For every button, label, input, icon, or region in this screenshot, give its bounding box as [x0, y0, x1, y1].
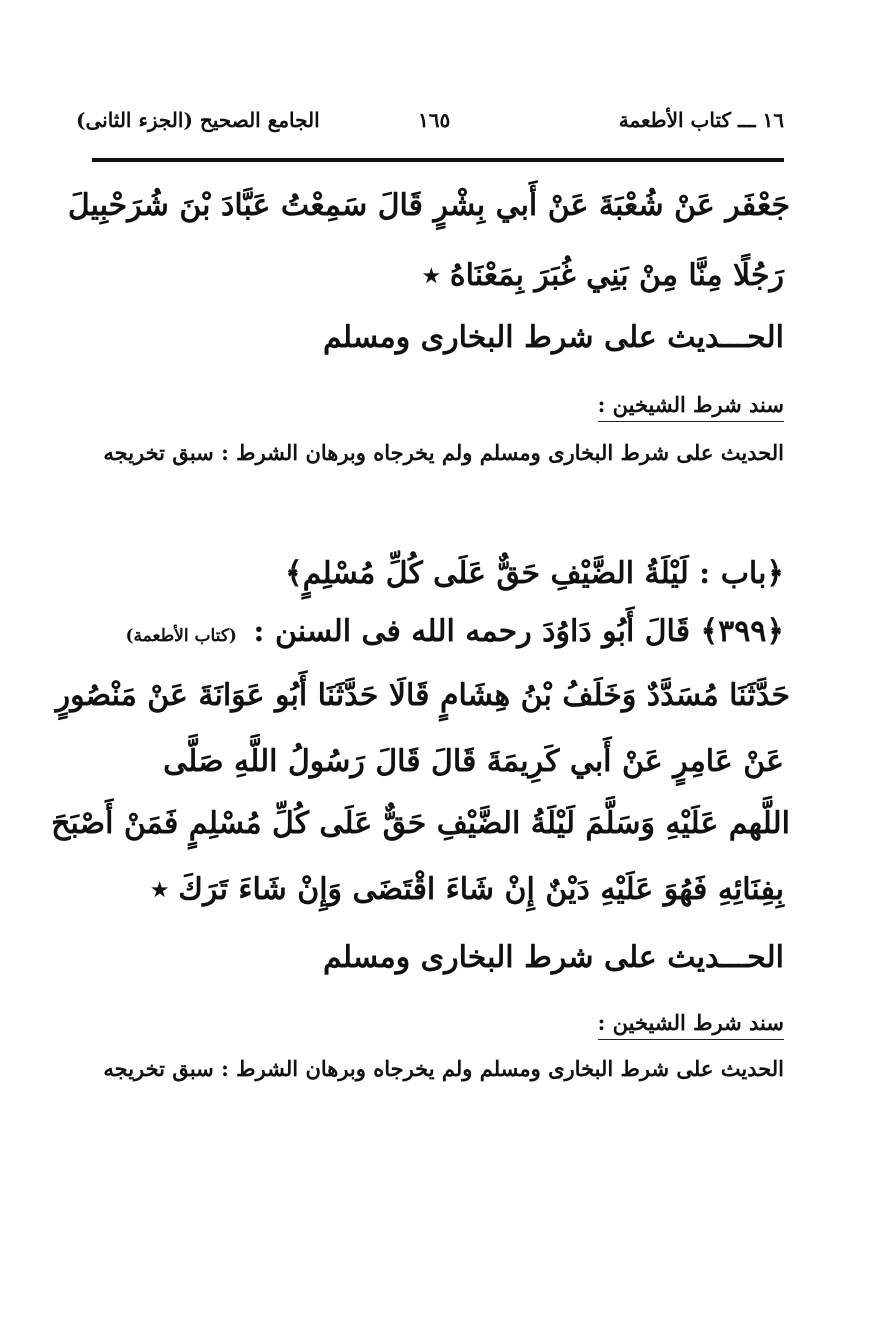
book-running-head: الجامع الصحيح (الجزء الثانى) [76, 108, 320, 132]
takhrij-note: الحديث على شرط البخارى ومسلم ولم يخرجاه وبرهان الشرط : سبق تخريجه [103, 440, 784, 465]
takhrij-note: الحديث على شرط البخارى ومسلم ولم يخرجاه وبرهان الشرط : سبق تخريجه [103, 1056, 784, 1081]
hadith-text-line: جَعْفَر عَنْ شُعْبَةَ عَنْ أَبي بِشْرٍ قَالَ سَمِعْتُ عَبَّادَ بْنَ شُرَحْبِيلَ [67, 188, 790, 223]
hadith-number: ﴿٣٩٩﴾ [700, 614, 784, 649]
hadith-text-line: اللَّهم عَلَيْهِ وَسَلَّمَ لَيْلَةُ الضَّيْفِ حَقٌّ عَلَى كُلِّ مُسْلِمٍ فَمَنْ أَصْبَحَ [51, 806, 790, 841]
hadith-text-line: عَنْ عَامِرٍ عَنْ أَبي كَرِيمَةَ قَالَ قَالَ رَسُولُ اللَّهِ صَلَّى [163, 744, 784, 779]
page-number: ١٦٥ [418, 108, 451, 132]
hadith-verdict: الحـــديث على شرط البخارى ومسلم [322, 940, 784, 975]
hadith-text-line: رَجُلًا مِنَّا مِنْ بَنِي غُبَرَ بِمَعْنَاهُ ٭ [423, 258, 784, 293]
hadith-verdict: الحـــديث على شرط البخارى ومسلم [322, 320, 784, 355]
hadith-intro-text: قَالَ أَبُو دَاوُدَ رحمه الله فى السنن : [253, 614, 691, 649]
sanad-label-text: سند شرط الشيخين : [598, 392, 784, 422]
hadith-intro [125, 614, 784, 649]
sanad-label [598, 392, 784, 417]
hadith-text-line: حَدَّثَنَا مُسَدَّدٌ وَخَلَفُ بْنُ هِشَامٍ قَالَا حَدَّثَنَا أَبُو عَوَانَةَ عَنْ مَنْصُورٍ [55, 678, 790, 713]
chapter-title: ﴿باب : لَيْلَةُ الضَّيْفِ حَقٌّ عَلَى كُلِّ مُسْلِمٍ﴾ [284, 556, 784, 591]
hadith-text-line: بِفِنَائِهِ فَهُوَ عَلَيْهِ دَيْنٌ إِنْ شَاءَ اقْتَضَى وَإِنْ شَاءَ تَرَكَ ٭ [151, 872, 784, 907]
chapter-running-head: ١٦ ـــ كتاب الأطعمة [618, 108, 784, 132]
source-reference: (كتاب الأطعمة) [125, 626, 237, 646]
sanad-label-text: سند شرط الشيخين : [598, 1010, 784, 1040]
sanad-label [598, 1010, 784, 1035]
header-rule [92, 158, 784, 162]
